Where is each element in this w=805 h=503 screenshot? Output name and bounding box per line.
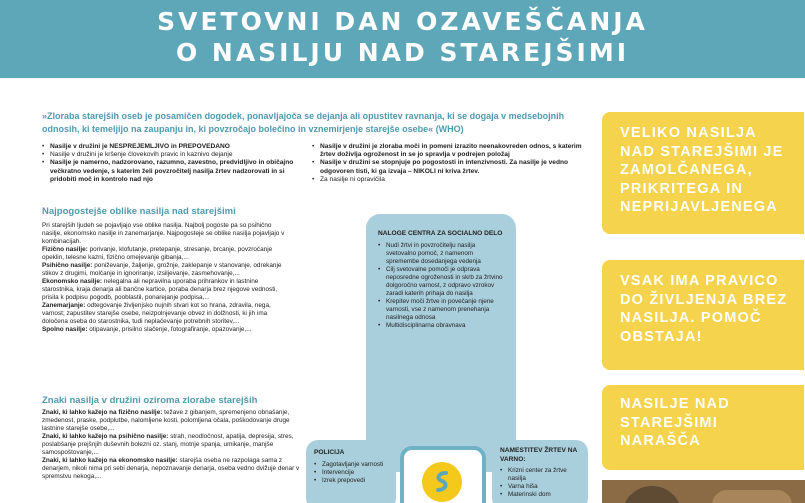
who-quote: »Zloraba starejših oseb je posamičen dogodek, ponavljajoča se dejanja ali opustitev ravnanja, ki se dogaja v medsebojnih odnosih, ki temeljijo na zaupanju in, ki povzročajo bolečino in vznemirjenje starejše osebe« (WHO) <box>42 111 565 134</box>
paragraph: Znaki, ki lahko kažejo na fizično nasilje: težave z gibanjem, spremenjeno obnašanje, zmedenost, praske, podplutbe, nalomljene kosti, polomljena očala, poškodovanje druge lastnine starejše osebe,... <box>42 409 290 432</box>
list-item: • Nasilje v družini je NESPREJEMLJIVO in PREPOVEDANO <box>42 143 302 151</box>
photo-shape <box>622 486 682 503</box>
list-item: • Cilj svetovalne pomoči je odprava neposredne ogroženosti in skrb za žrtvino dolgoročno varnost, z odpravo vzrokov zaradi katerih prihaja do nasilja <box>378 266 506 298</box>
key-facts-left <box>42 143 302 184</box>
photo-shape <box>712 490 792 503</box>
social-tasks-list <box>378 242 506 330</box>
callout-card-unreported: VELIKO NASILJA NAD STAREJŠIMI JE ZAMOLČANEGA, PRIKRITEGA IN NEPRIJAVLJENEGA <box>602 112 804 234</box>
paragraph: Spolno nasilje: otipavanje, prisilno slačenje, fotografiranje, opazovanje,... <box>42 326 252 333</box>
title-line-1: SVETOVNI DAN OZAVEŠČANJA <box>157 7 648 36</box>
forms-intro: Pri starejših ljudeh se pojavljajo vse oblike nasilja. Najbolj pogoste pa so psihično nasilje, ekonomsko nasilje in zanemarjanje. Najpogosteje se oblike nasilja pojavljajo v kombinacijah. <box>42 222 285 245</box>
list-item: • Zagotavljanje varnosti <box>314 461 388 469</box>
list-item: • Nasilje v družini se stopnjuje po pogostosti in intenzivnosti. Za nasilje je vedno odgovoren tisti, ki ga izvaja – NIKOLI ni kriva žrtev. <box>312 159 582 175</box>
callout-card-right-to-life: VSAK IMA PRAVICO DO ŽIVLJENJA BREZ NASILJA. POMOČ OBSTAJA! <box>602 260 804 370</box>
box-heading: POLICIJA <box>314 449 345 456</box>
photo-strip <box>602 480 805 503</box>
list-item: • Izrek prepovedi <box>314 477 388 485</box>
hands-logo-icon <box>422 462 462 502</box>
police-list <box>314 461 388 485</box>
shelter-list <box>500 467 580 499</box>
paragraph: Ekonomsko nasilje: nelegalna ali nepravilna uporaba prihrankov in lastnine starostnika, kraja denarja ali bančne kartice, poraba denarja brez njegove vednosti, prisila k podpisu pogodb, pooblastil, ponarejanje podpisa,... <box>42 278 278 301</box>
social-work-center-box <box>366 214 516 472</box>
list-item: • Intervencije <box>314 469 388 477</box>
paragraph: Psihično nasilje: poniževanje, žaljenje, grožnje, zaklepanje v stanovanje, odrekanje stikov z drugimi, molčanje in ignoriranje, izsiljevanje, zasmehovanje,... <box>42 262 282 277</box>
title-line-2: O NASILJU NAD STAREJŠIMI <box>175 38 630 67</box>
box-heading: NAMESTITEV ŽRTEV NA VARNO: <box>500 447 578 463</box>
paragraph: Zanemarjanje: odtegovanje življenjsko nujnih stvari kot so hrana, zdravila, nega, varnost; zapustitev starejše osebe, neizpolnjevanje obvez in dolžnosti, ki jih ima določena oseba do starostnika, tudi neplačevanje potrebnih storitev,... <box>42 302 271 325</box>
paragraph: Fizično nasilje: porivanje, klofutanje, pretepanje, stresanje, brcanje, povzročanje opeklin, telesne kazni, fizično omejevanje gibanja,... <box>42 246 273 261</box>
key-facts-right <box>312 143 582 184</box>
section-heading: Najpogostejše oblike nasilja nad starejšimi <box>42 206 236 217</box>
police-box <box>306 440 396 503</box>
paragraph: Znaki, ki lahko kažejo na psihično nasilje: strah, neodločnost, apatija, depresija, stres, poslabšanje prejšnjih duševnih bolezni oz. stanj, motnje spanja, umikanje, manjše samospoštovanje,... <box>42 433 294 456</box>
forms-of-abuse-section <box>42 206 290 334</box>
list-item: • Nasilje je namerno, nadzorovano, razumno, zavestno, predvidljivo in običajno večkratno vedenje, s katerim želi povzročitelj nasilja žrtev nadzorovati in si pridobiti moč in kontrolo nad njo <box>42 159 302 184</box>
paragraph: Znaki, ki lahko kažejo na ekonomsko nasilje: starejša oseba ne razpolaga sama z denarjem, nikoli nima pri sebi denarja, nepoznavanje denarja, oseba vedno dvižuje denar v spremstvu nekoga,... <box>42 457 300 480</box>
list-item: • Materinski dom <box>500 491 580 499</box>
shelter-box <box>492 440 588 503</box>
list-item: • Nudi žrtvi in povzročitelju nasilja svetovalno pomoč, z namenom spremembe dosedanjega vedenja <box>378 242 506 266</box>
list-item: • Nasilje v družini je zloraba moči in pomeni izrazito neenakovreden odnos, s katerim žrtev doživlja ogroženost in se jo spravlja v podrejen položaj <box>312 143 582 159</box>
list-item: • Krepitev moči žrtve in povečanje njene varnosti, vse z namenom prenehanja nasilnega odnosa <box>378 298 506 322</box>
callout-card-increasing: NASILJE NAD STAREJŠIMI NARAŠČA <box>602 385 804 470</box>
logo-tile <box>400 446 486 503</box>
list-item: • Multidisciplinarna obravnava <box>378 322 506 330</box>
list-item: • Varna hiša <box>500 483 580 491</box>
box-heading: NALOGE CENTRA ZA SOCIALNO DELO <box>378 230 503 237</box>
list-item: • Nasilje v družini je kršenje človekovih pravic in kaznivo dejanje <box>42 151 302 159</box>
section-heading: Znaki nasilja v družini oziroma zlorabe starejših <box>42 395 258 406</box>
list-item: • Krizni center za žrtve nasilja <box>500 467 580 483</box>
title-banner <box>0 0 805 78</box>
list-item: • Za nasilje ni opravičila <box>312 176 582 184</box>
signs-of-abuse-section <box>42 395 300 481</box>
